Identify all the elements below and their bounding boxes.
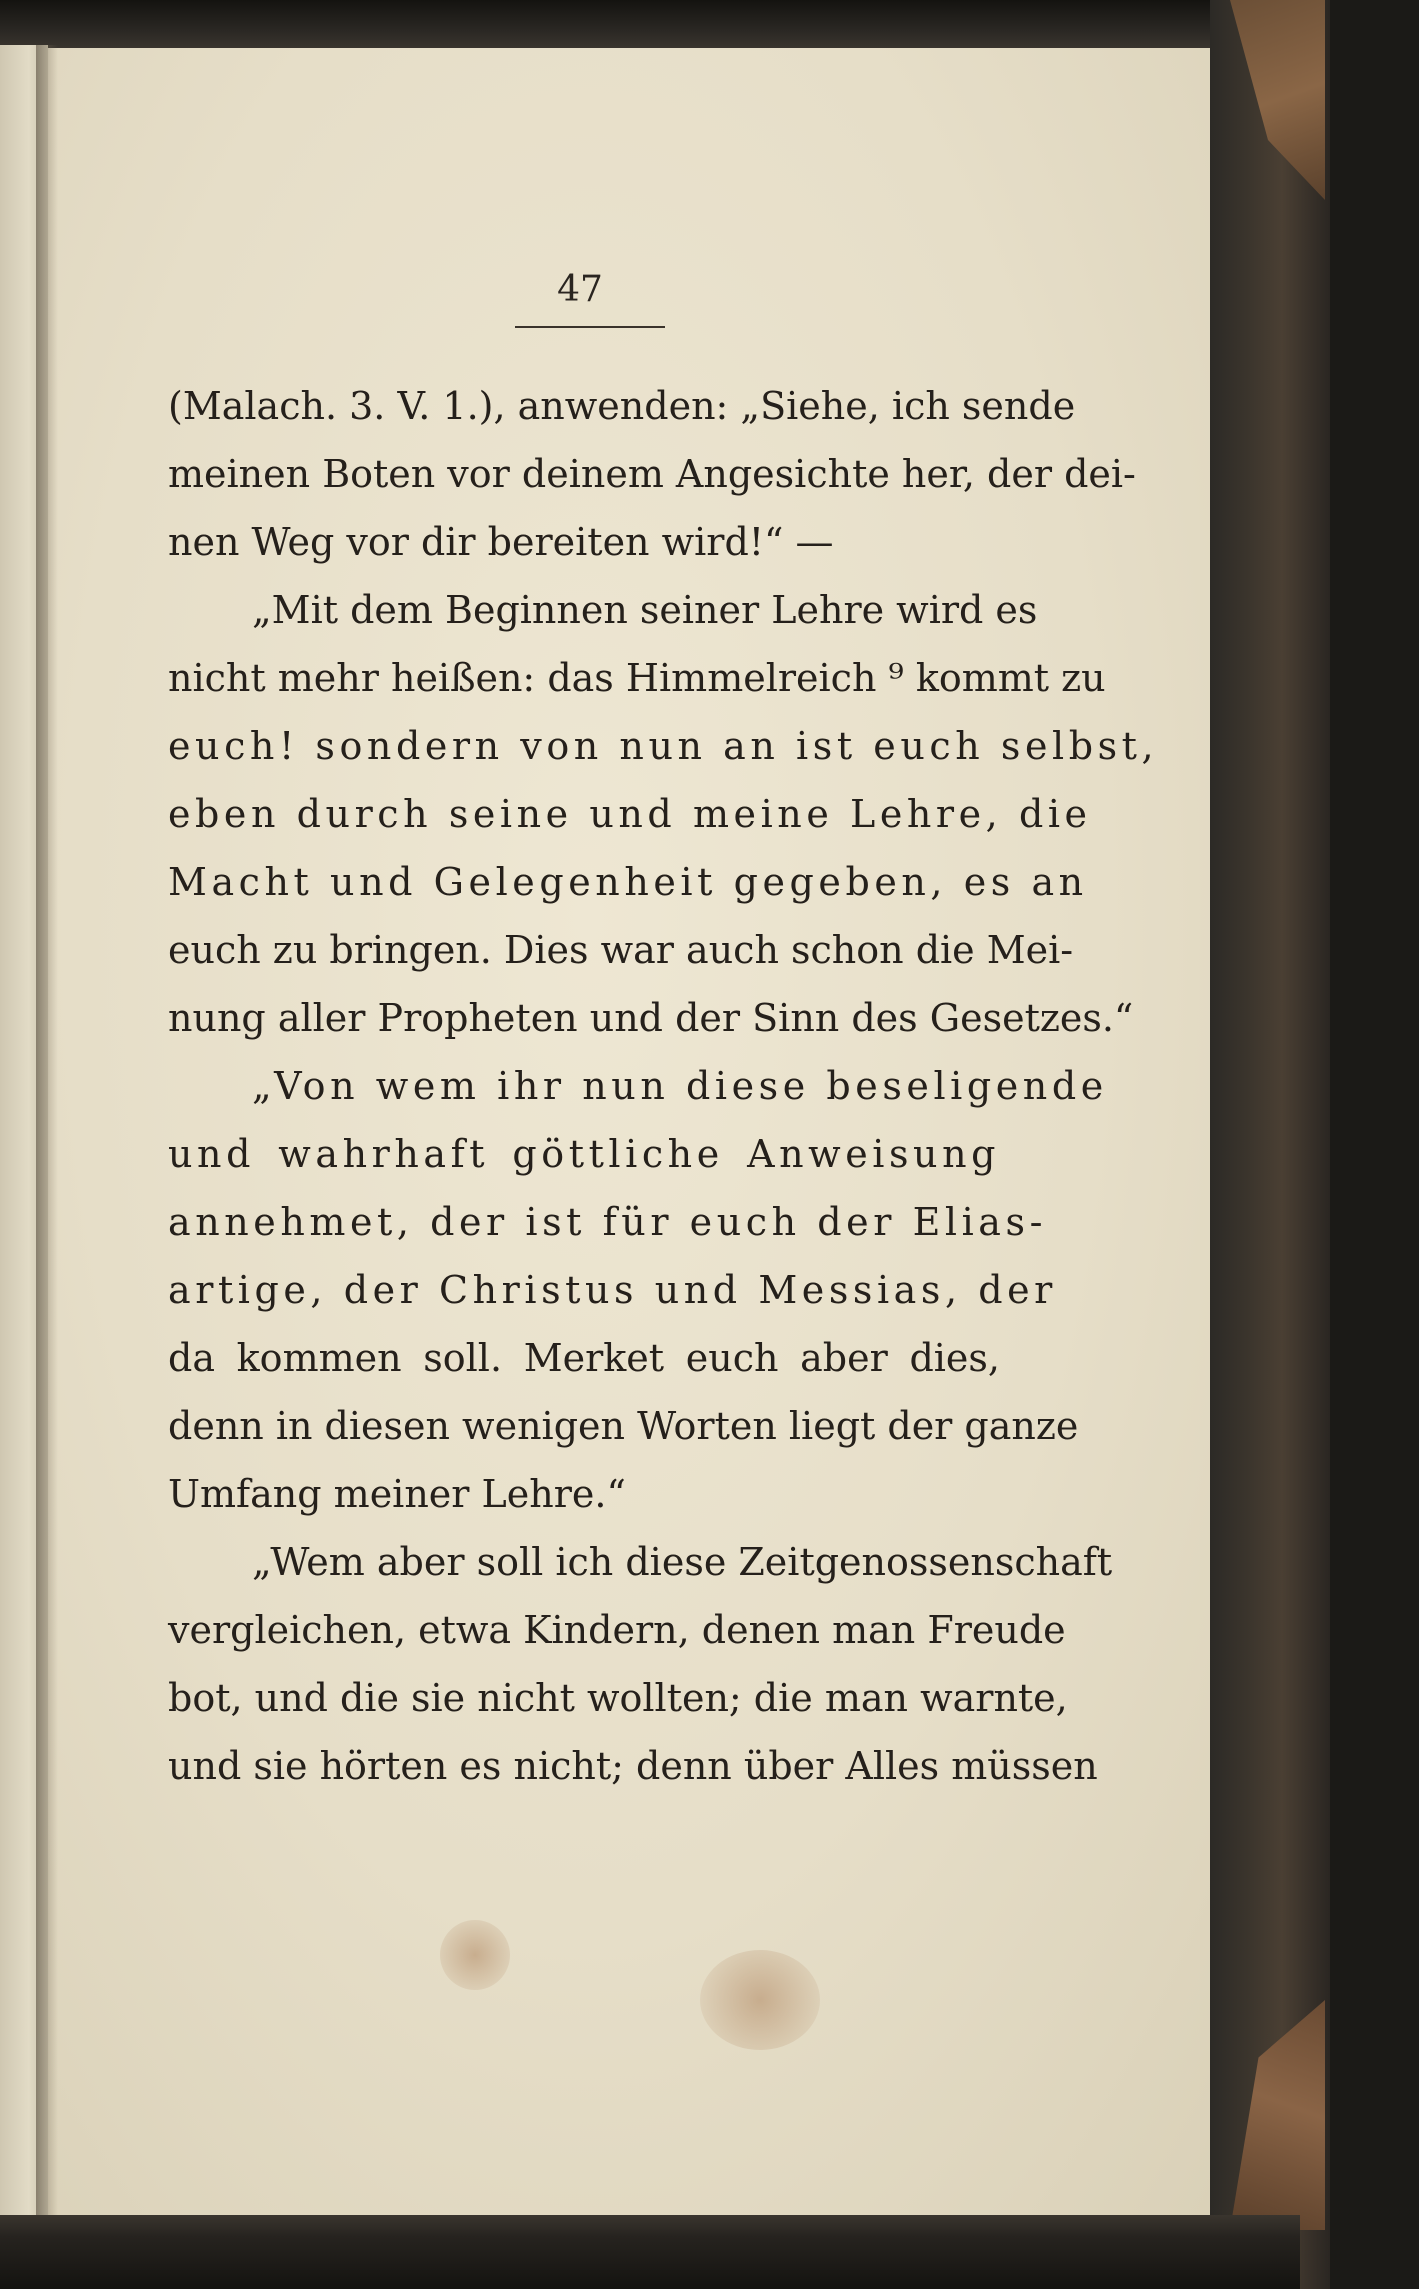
text-line: euch zu bringen. Dies war auch schon die Mei- — [168, 928, 1074, 972]
text-line: artige, der Christus und Messias, der — [168, 1268, 1057, 1312]
page-number-rule — [515, 326, 665, 328]
text-line: (Malach. 3. V. 1.), anwenden: „Siehe, ich sende — [168, 384, 1076, 428]
text-line: denn in diesen wenigen Worten liegt der ganze — [168, 1404, 1079, 1448]
text-line: nung aller Propheten und der Sinn des Gesetzes.“ — [168, 996, 1134, 1040]
text-line: und wahrhaft göttliche Anweisung — [168, 1132, 1000, 1176]
text-line: „Wem aber soll ich diese Zeitgenossenschaft — [252, 1540, 1113, 1584]
text-line: vergleichen, etwa Kindern, denen man Freude — [168, 1608, 1066, 1652]
text-line: Umfang meiner Lehre.“ — [168, 1472, 626, 1516]
foxing-stain — [440, 1920, 510, 1990]
foxing-stain — [700, 1950, 820, 2050]
text-line: Macht und Gelegenheit gegeben, es an — [168, 860, 1088, 904]
text-line: annehmet, der ist für euch der Elias- — [168, 1200, 1047, 1244]
page-number: 47 — [557, 269, 603, 310]
text-line: „Von wem ihr nun diese beseligende — [252, 1064, 1108, 1108]
text-line: bot, und die sie nicht wollten; die man warnte, — [168, 1676, 1068, 1720]
text-line: „Mit dem Beginnen seiner Lehre wird es — [252, 588, 1038, 632]
text-line: und sie hörten es nicht; denn über Alles müssen — [168, 1744, 1098, 1788]
text-line: euch! sondern von nun an ist euch selbst, — [168, 724, 1159, 768]
book-cover — [1210, 0, 1330, 2289]
text-line: nen Weg vor dir bereiten wird!“ — — [168, 520, 834, 564]
scan-bottom-border — [0, 2215, 1300, 2289]
body-text — [168, 372, 1159, 1800]
scan-top-border — [0, 0, 1300, 50]
text-line: meinen Boten vor deinem Angesichte her, der dei- — [168, 452, 1136, 496]
text-line: eben durch seine und meine Lehre, die — [168, 792, 1092, 836]
page-gutter — [36, 45, 58, 2220]
text-line: nicht mehr heißen: das Himmelreich ⁹ kommt zu — [168, 656, 1106, 700]
text-line: da kommen soll. Merket euch aber dies, — [168, 1336, 1000, 1380]
